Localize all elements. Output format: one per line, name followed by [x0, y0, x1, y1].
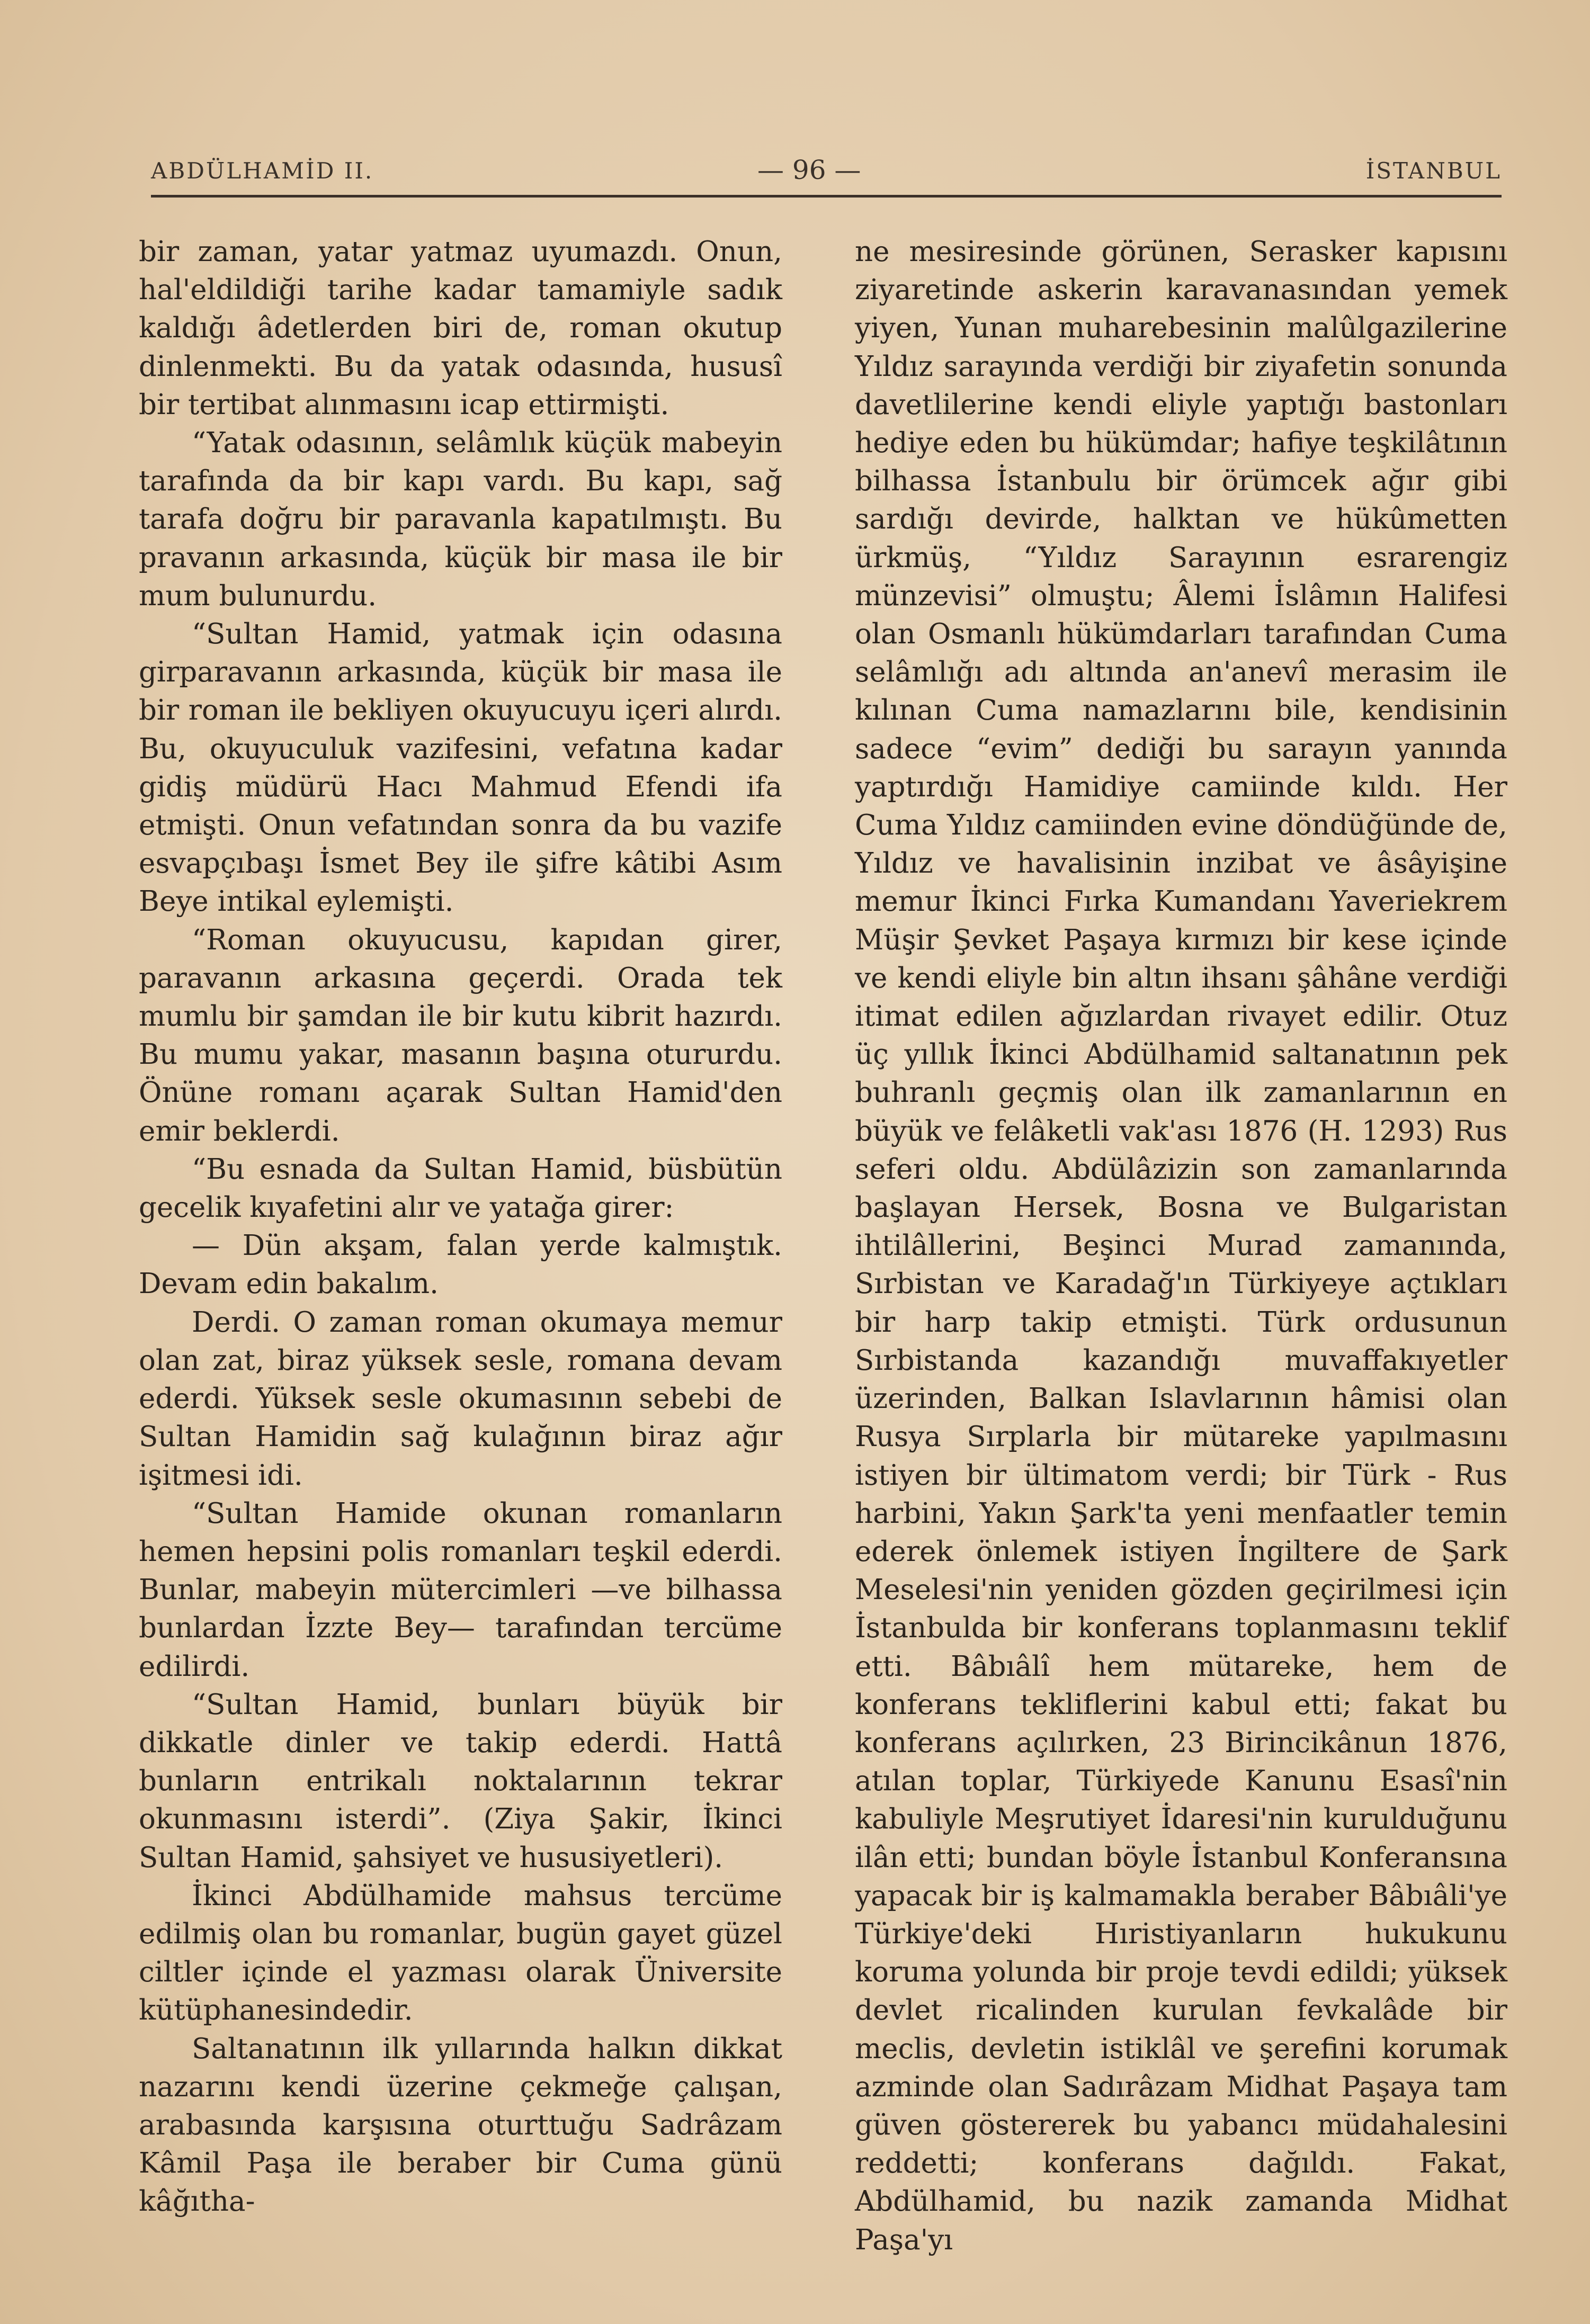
paragraph: Derdi. O zaman roman okumaya memur olan zat, biraz yüksek sesle, romana devam ederdi. Yüksek sesle okumasının sebebi de Sultan Hamidin sağ kulağının biraz ağır işitmesi idi. [139, 1306, 782, 1492]
header-book-title: ABDÜLHAMİD II. [151, 158, 374, 184]
right-column [855, 233, 1507, 2259]
header-rule [151, 195, 1502, 198]
paragraph: “Roman okuyucusu, kapıdan girer, paravanın arkasına geçerdi. Orada tek mumlu bir şamdan ile bir kutu kibrit hazırdı. Bu mumu yakar, masanın başına otururdu. Önüne romanı açarak Sultan Hamid'den emir beklerdi. [139, 923, 782, 1147]
page-number: — 96 — [757, 155, 861, 185]
paragraph: ne mesiresinde görünen, Serasker kapısını ziyaretinde askerin karavanasından yemek yiyen, Yunan muharebesinin malûlgazilerine Yıldız sarayında verdiği bir ziyafetin sonunda davetlilerine kendi eliyle yaptığı bastonları hediye eden bu hükümdar; hafiye teşkilâtının bilhassa İstanbulu bir örümcek ağır gibi sardığı devirde, halktan ve hükûmetten ürkmüş, “Yıldız Sarayının esrarengiz münzevisi” olmuştu; Âlemi İslâmın Halifesi olan Osmanlı hükümdarları tarafından Cuma selâmlığı adı altında an'anevî merasim ile kılınan Cuma namazlarını bile, kendisinin sadece “evim” dediği bu sarayın yanında yaptırdığı Hamidiye camiinde kıldı. Her Cuma Yıldız camiinden evine döndüğünde de, Yıldız ve havalisinin inzibat ve âsâyişine memur İkinci Fırka Kumandanı Yaveriekrem Müşir Şevket Paşaya kırmızı bir kese içinde ve kendi eliyle bin altın ihsanı şâhâne verdiği itimat edilen ağızlardan rivayet edilir. Otuz üç yıllık İkinci Abdülhamid saltanatının pek buhranlı geçmiş olan ilk zamanlarının en büyük ve felâketli vak'ası 1876 (H. 1293) Rus seferi oldu. Abdülâzizin son zamanlarında başlayan Hersek, Bosna ve Bulgaristan ihtilâllerini, Beşinci Murad zamanında, Sırbistan ve Karadağ'ın Türkiyeye açtıkları bir harp takip etmişti. Türk ordusunun Sırbistanda kazandığı muvaffakıyetler üzerinden, Balkan Islavlarının hâmisi olan Rusya Sırplarla bir mütareke yapılmasını istiyen bir ültimatom verdi; bir Türk - Rus harbini, Yakın Şark'ta yeni menfaatler temin ederek önlemek istiyen İngiltere de Şark Meselesi'nin yeniden gözden geçirilmesi için İstanbulda bir konferans toplanmasını teklif etti. Bâbıâlî hem mütareke, hem de konferans tekliflerini kabul etti; fakat bu konferans açılırken, 23 Birincikânun 1876, atılan toplar, Türkiyede Kanunu Esasî'nin kabuliyle Meşrutiyet İdaresi'nin kurulduğunu ilân etti; bundan böyle İstanbul Konferansına yapacak bir iş kalmamakla beraber Bâbıâli'ye Türkiye'deki Hıristiyanların hukukunu koruma yolunda bir proje tevdi edildi; yüksek devlet ricalinden kurulan fevkalâde bir meclis, devletin istiklâl ve şerefini korumak azminde olan Sadırâzam Midhat Paşaya tam güven göstererek bu yabancı müdahalesini reddetti; konferans dağıldı. Fakat, Abdülhamid, bu nazik zamanda Midhat Paşa'yı [855, 236, 1507, 2256]
paragraph: — Dün akşam, falan yerde kalmıştık. Devam edin bakalım. [139, 1230, 782, 1300]
header-section-title: İSTANBUL [1365, 158, 1502, 184]
paragraph: “Bu esnada da Sultan Hamid, büsbütün gecelik kıyafetini alır ve yatağa girer: [139, 1153, 782, 1224]
paragraph: İkinci Abdülhamide mahsus tercüme edilmiş olan bu romanlar, bugün gayet güzel ciltler içinde el yazması olarak Üniversite kütüphanesindedir. [139, 1879, 782, 2027]
running-header [151, 155, 1502, 190]
paragraph: “Yatak odasının, selâmlık küçük mabeyin tarafında da bir kapı vardı. Bu kapı, sağ tarafa doğru bir paravanla kapatılmıştı. Bu pravanın arkasında, küçük bir masa ile bir mum bulunurdu. [139, 427, 782, 612]
paragraph: Saltanatının ilk yıllarında halkın dikkat nazarını kendi üzerine çekmeğe çalışan, arabasında karşısına oturttuğu Sadrâzam Kâmil Paşa ile beraber bir Cuma günü kâğıtha- [139, 2032, 782, 2218]
paragraph: “Sultan Hamid, bunları büyük bir dikkatle dinler ve takip ederdi. Hattâ bunların entrikalı noktalarının tekrar okunmasını isterdi”. (Ziya Şakir, İkinci Sultan Hamid, şahsiyet ve hususiyetleri). [139, 1688, 782, 1874]
paragraph: bir zaman, yatar yatmaz uyumazdı. Onun, hal'eldildiği tarihe kadar tamamiyle sadık kaldığı âdetlerden biri de, roman okutup dinlenmekti. Bu da yatak odasında, hususî bir tertibat alınmasını icap ettirmişti. [139, 236, 782, 421]
paragraph: “Sultan Hamide okunan romanların hemen hepsini polis romanları teşkil ederdi. Bunlar, mabeyin mütercimleri —ve bilhassa bunlardan İzzte Bey— tarafından tercüme edilirdi. [139, 1497, 782, 1683]
paragraph: “Sultan Hamid, yatmak için odasına girparavanın arkasında, küçük bir masa ile bir roman ile bekliyen okuyucuyu içeri alırdı. Bu, okuyuculuk vazifesini, vefatına kadar gidiş müdürü Hacı Mahmud Efendi ifa etmişti. Onun vefatından sonra da bu vazife esvapçıbaşı İsmet Bey ile şifre kâtibi Asım Beye intikal eylemişti. [139, 618, 782, 918]
left-column [139, 233, 782, 2221]
